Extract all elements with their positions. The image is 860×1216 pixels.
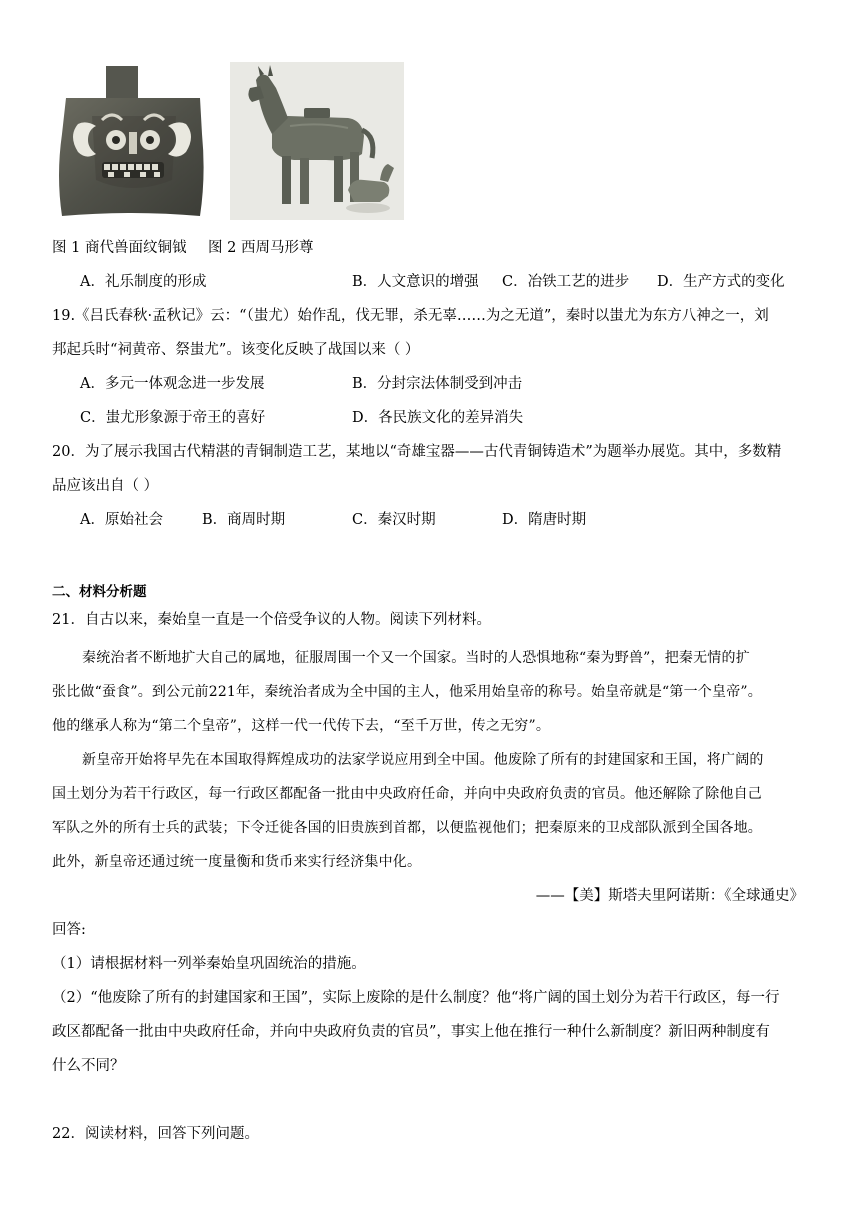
q21-answer-label: 回答: <box>52 922 86 938</box>
q20-option-d: D．隋唐时期 <box>502 512 587 528</box>
figure-2-caption: 图 2 西周马形尊 <box>208 240 314 256</box>
q19-option-c: C．蚩尤形象源于帝王的喜好 <box>80 410 266 426</box>
q21-material-line-4: 新皇帝开始将早先在本国取得辉煌成功的法家学说应用到全中国。他废除了所有的封建国家和王国，将广阔的 <box>82 752 764 768</box>
q18-option-d: D．生产方式的变化 <box>657 274 785 290</box>
q21-material-line-7: 此外，新皇帝还通过统一度量衡和货币来实行经济集中化。 <box>52 854 422 870</box>
q21-source: ——【美】斯塔夫里阿诺斯：《全球通史》 <box>535 888 804 904</box>
q18-option-c: C．冶铁工艺的进步 <box>502 274 630 290</box>
q19-option-a: A．多元一体观念进一步发展 <box>80 376 265 392</box>
q22-stem: 22．阅读材料，回答下列问题。 <box>52 1126 259 1142</box>
q21-material-line-3: 他的继承人称为“第二个皇帝”，这样一代一代传下去，“至千万世，传之无穷”。 <box>52 718 551 734</box>
q18-option-b: B．人文意识的增强 <box>352 274 479 290</box>
figure-1-bronze-axe-image <box>52 64 214 222</box>
q21-material-line-6: 军队之外的所有士兵的武装；下令迁徙各国的旧贵族到首都，以便监视他们；把秦原来的卫戍部队派到全国各地。 <box>52 820 762 836</box>
q20-option-c: C．秦汉时期 <box>352 512 436 528</box>
q19-stem-line-1: 19.《吕氏春秋·孟秋记》云：“（蚩尤）始作乱，伐无罪，杀无辜……为之无道”，秦时以蚩尤为东方八神之一，刘 <box>52 308 769 324</box>
q18-option-a: A．礼乐制度的形成 <box>80 274 207 290</box>
q21-material-line-1: 秦统治者不断地扩大自己的属地，征服周围一个又一个国家。当时的人恐惧地称“秦为野兽”，把秦无情的扩 <box>82 650 750 666</box>
section-heading: 二、材料分析题 <box>52 584 147 600</box>
q21-sub-question-2-line-2: 政区都配备一批由中央政府任命，并向中央政府负责的官员”，事实上他在推行一种什么新制度？新旧两种制度有 <box>52 1024 770 1040</box>
q21-sub-question-2-line-3: 什么不同？ <box>52 1058 125 1074</box>
figure-1-caption: 图 1 商代兽面纹铜钺 <box>52 240 187 256</box>
q21-sub-question-2-line-1: （2）“他废除了所有的封建国家和王国”，实际上废除的是什么制度？他“将广阔的国土划分为若干行政区，每一行 <box>52 990 780 1006</box>
q20-stem-line-1: 20．为了展示我国古代精湛的青铜制造工艺，某地以“奇雄宝器——古代青铜铸造术”为题举办展览。其中，多数精 <box>52 444 782 460</box>
q19-option-b: B．分封宗法体制受到冲击 <box>352 376 523 392</box>
figure-2-horse-zun-image <box>230 62 404 220</box>
q21-sub-question-1: （1）请根据材料一列举秦始皇巩固统治的措施。 <box>52 956 366 972</box>
q21-material-line-2: 张比做“蚕食”。到公元前221年，秦统治者成为全中国的主人，他采用始皇帝的称号。始皇帝就是“第一个皇帝”。 <box>52 684 762 700</box>
q20-option-b: B．商周时期 <box>202 512 286 528</box>
q19-option-d: D．各民族文化的差异消失 <box>352 410 524 426</box>
q20-option-a: A．原始社会 <box>80 512 163 528</box>
q20-stem-line-2: 品应该出自（ ） <box>52 478 159 494</box>
q21-material-line-5: 国土划分为若干行政区，每一行政区都配备一批由中央政府任命，并向中央政府负责的官员。他还解除了除他自己 <box>52 786 762 802</box>
q19-stem-line-2: 邦起兵时“祠黄帝、祭蚩尤”。该变化反映了战国以来（ ） <box>52 342 420 358</box>
q21-stem: 21．自古以来，秦始皇一直是一个倍受争议的人物。阅读下列材料。 <box>52 612 491 628</box>
